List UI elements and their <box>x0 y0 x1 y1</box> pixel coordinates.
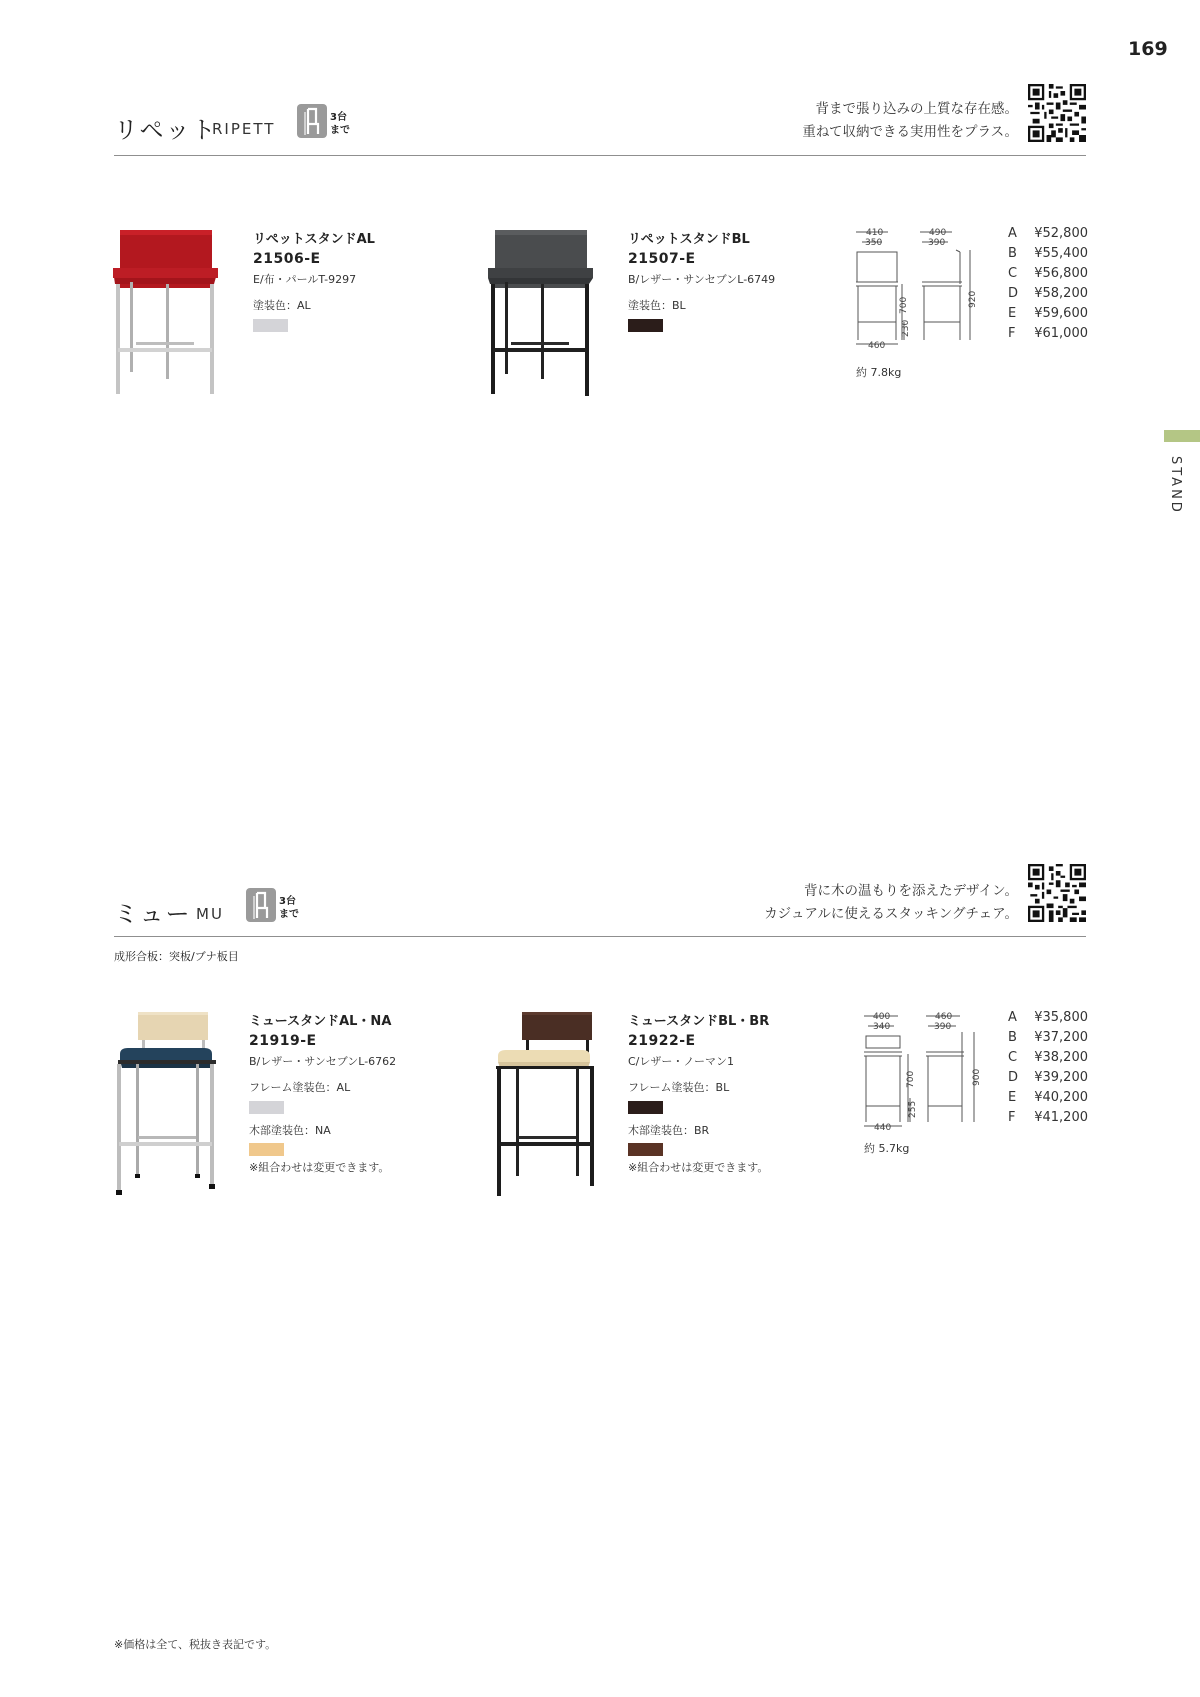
section-tagline: 背に木の温もりを添えたデザイン。 カジュアルに使えるスタッキングチェア。 <box>764 883 1018 922</box>
product-image-ripett-bl <box>485 222 595 402</box>
qr-code-icon[interactable] <box>1028 864 1086 922</box>
paint-color-swatch <box>253 319 288 332</box>
price-row: C ¥38,200 <box>1008 1050 1088 1065</box>
section-divider <box>114 155 1086 156</box>
frame-color-label: フレーム塗装色：BL <box>628 1081 730 1094</box>
footer-note: ※価格は全て、税抜き表記です。 <box>114 1638 277 1651</box>
material-note: 成形合板：突板/ブナ板目 <box>114 950 239 963</box>
dim-base: 460 <box>868 341 886 351</box>
dim-total-height: 920 <box>968 290 978 308</box>
side-tab-label: STAND <box>1168 456 1183 515</box>
dim-total-height: 900 <box>972 1068 982 1086</box>
dim-base: 440 <box>874 1123 892 1133</box>
side-tab-bar <box>1164 430 1200 442</box>
paint-color-swatch <box>628 319 663 332</box>
combination-note: ※組合わせは変更できます。 <box>249 1161 390 1174</box>
price-row: C ¥56,800 <box>1008 266 1088 281</box>
price-row: D ¥39,200 <box>1008 1070 1088 1085</box>
stacking-chair-icon <box>297 104 327 138</box>
frame-color-swatch <box>628 1101 663 1114</box>
section-title-jp: リペット <box>114 116 218 144</box>
product-code: 21507-E <box>628 251 696 267</box>
price-row: D ¥58,200 <box>1008 286 1088 301</box>
product-spec: E/布・パールT-9297 <box>253 273 357 286</box>
frame-color-swatch <box>249 1101 284 1114</box>
product-weight: 約 5.7kg <box>864 1142 910 1155</box>
price-list <box>1008 224 1088 344</box>
dim-width-inner: 340 <box>873 1022 891 1032</box>
price-row: E ¥59,600 <box>1008 306 1088 321</box>
wood-color-swatch <box>249 1143 284 1156</box>
wood-color-swatch <box>628 1143 663 1156</box>
dim-depth-inner: 390 <box>934 1022 952 1032</box>
price-row: A ¥52,800 <box>1008 226 1088 241</box>
product-name: リペットスタンドAL <box>253 232 375 247</box>
stacking-chair-icon <box>246 888 276 922</box>
product-card-ripett-bl <box>628 228 775 332</box>
combination-note: ※組合わせは変更できます。 <box>628 1161 769 1174</box>
dim-depth-inner: 390 <box>928 238 946 248</box>
product-spec: B/レザー・サンセブンL-6762 <box>249 1055 397 1068</box>
product-card-ripett-al <box>253 228 375 332</box>
paint-color-label: 塗装色：AL <box>253 299 311 312</box>
page-number: 169 <box>1128 38 1168 60</box>
price-row: F ¥41,200 <box>1008 1110 1088 1125</box>
price-list <box>1008 1008 1088 1128</box>
product-code: 21922-E <box>628 1033 696 1049</box>
stack-limit-label: 3台 まで <box>279 896 299 920</box>
product-spec: B/レザー・サンセブンL-6749 <box>628 273 776 286</box>
product-image-mu-bl-br <box>490 1008 600 1203</box>
stack-limit-label: 3台 まで <box>330 112 350 136</box>
product-code: 21506-E <box>253 251 321 267</box>
wood-color-label: 木部塗装色：NA <box>249 1124 331 1137</box>
frame-color-label: フレーム塗装色：AL <box>249 1081 351 1094</box>
product-name: ミュースタンドBL・BR <box>628 1014 770 1029</box>
product-name: リペットスタンドBL <box>628 232 750 247</box>
product-card-mu-bl-br <box>628 1010 769 1175</box>
product-image-ripett-al <box>110 222 220 402</box>
dim-depth-outer: 460 <box>935 1012 953 1022</box>
section-title-en: RIPETT <box>212 120 276 138</box>
qr-code-icon[interactable] <box>1028 84 1086 142</box>
dim-width-outer: 410 <box>866 228 884 238</box>
price-row: F ¥61,000 <box>1008 326 1088 341</box>
wood-color-label: 木部塗装色：BR <box>628 1124 710 1137</box>
dim-width-inner: 350 <box>865 238 883 248</box>
product-card-mu-al-na <box>249 1010 396 1175</box>
product-name: ミュースタンドAL・NA <box>249 1014 392 1029</box>
product-weight: 約 7.8kg <box>856 366 902 379</box>
product-spec: C/レザー・ノーマン1 <box>628 1055 735 1068</box>
price-row: B ¥55,400 <box>1008 246 1088 261</box>
section-title-en: MU <box>196 905 224 923</box>
dim-foot-height: 255 <box>908 1100 918 1118</box>
section-tagline: 背まで張り込みの上質な存在感。 重ねて収納できる実用性をプラス。 <box>802 101 1018 140</box>
price-row: E ¥40,200 <box>1008 1090 1088 1105</box>
dim-seat-height: 700 <box>899 296 909 314</box>
product-code: 21919-E <box>249 1033 317 1049</box>
dim-seat-height: 700 <box>906 1070 916 1088</box>
dim-depth-outer: 490 <box>929 228 947 238</box>
product-image-mu-al-na <box>112 1008 222 1203</box>
dimension-diagram <box>848 226 988 356</box>
price-row: A ¥35,800 <box>1008 1010 1088 1025</box>
section-title-jp: ミュー <box>114 900 192 928</box>
section-divider <box>114 936 1086 937</box>
dim-width-outer: 400 <box>873 1012 891 1022</box>
paint-color-label: 塗装色：BL <box>628 299 686 312</box>
dim-foot-height: 230 <box>901 319 911 337</box>
dimension-diagram <box>856 1010 996 1140</box>
price-row: B ¥37,200 <box>1008 1030 1088 1045</box>
